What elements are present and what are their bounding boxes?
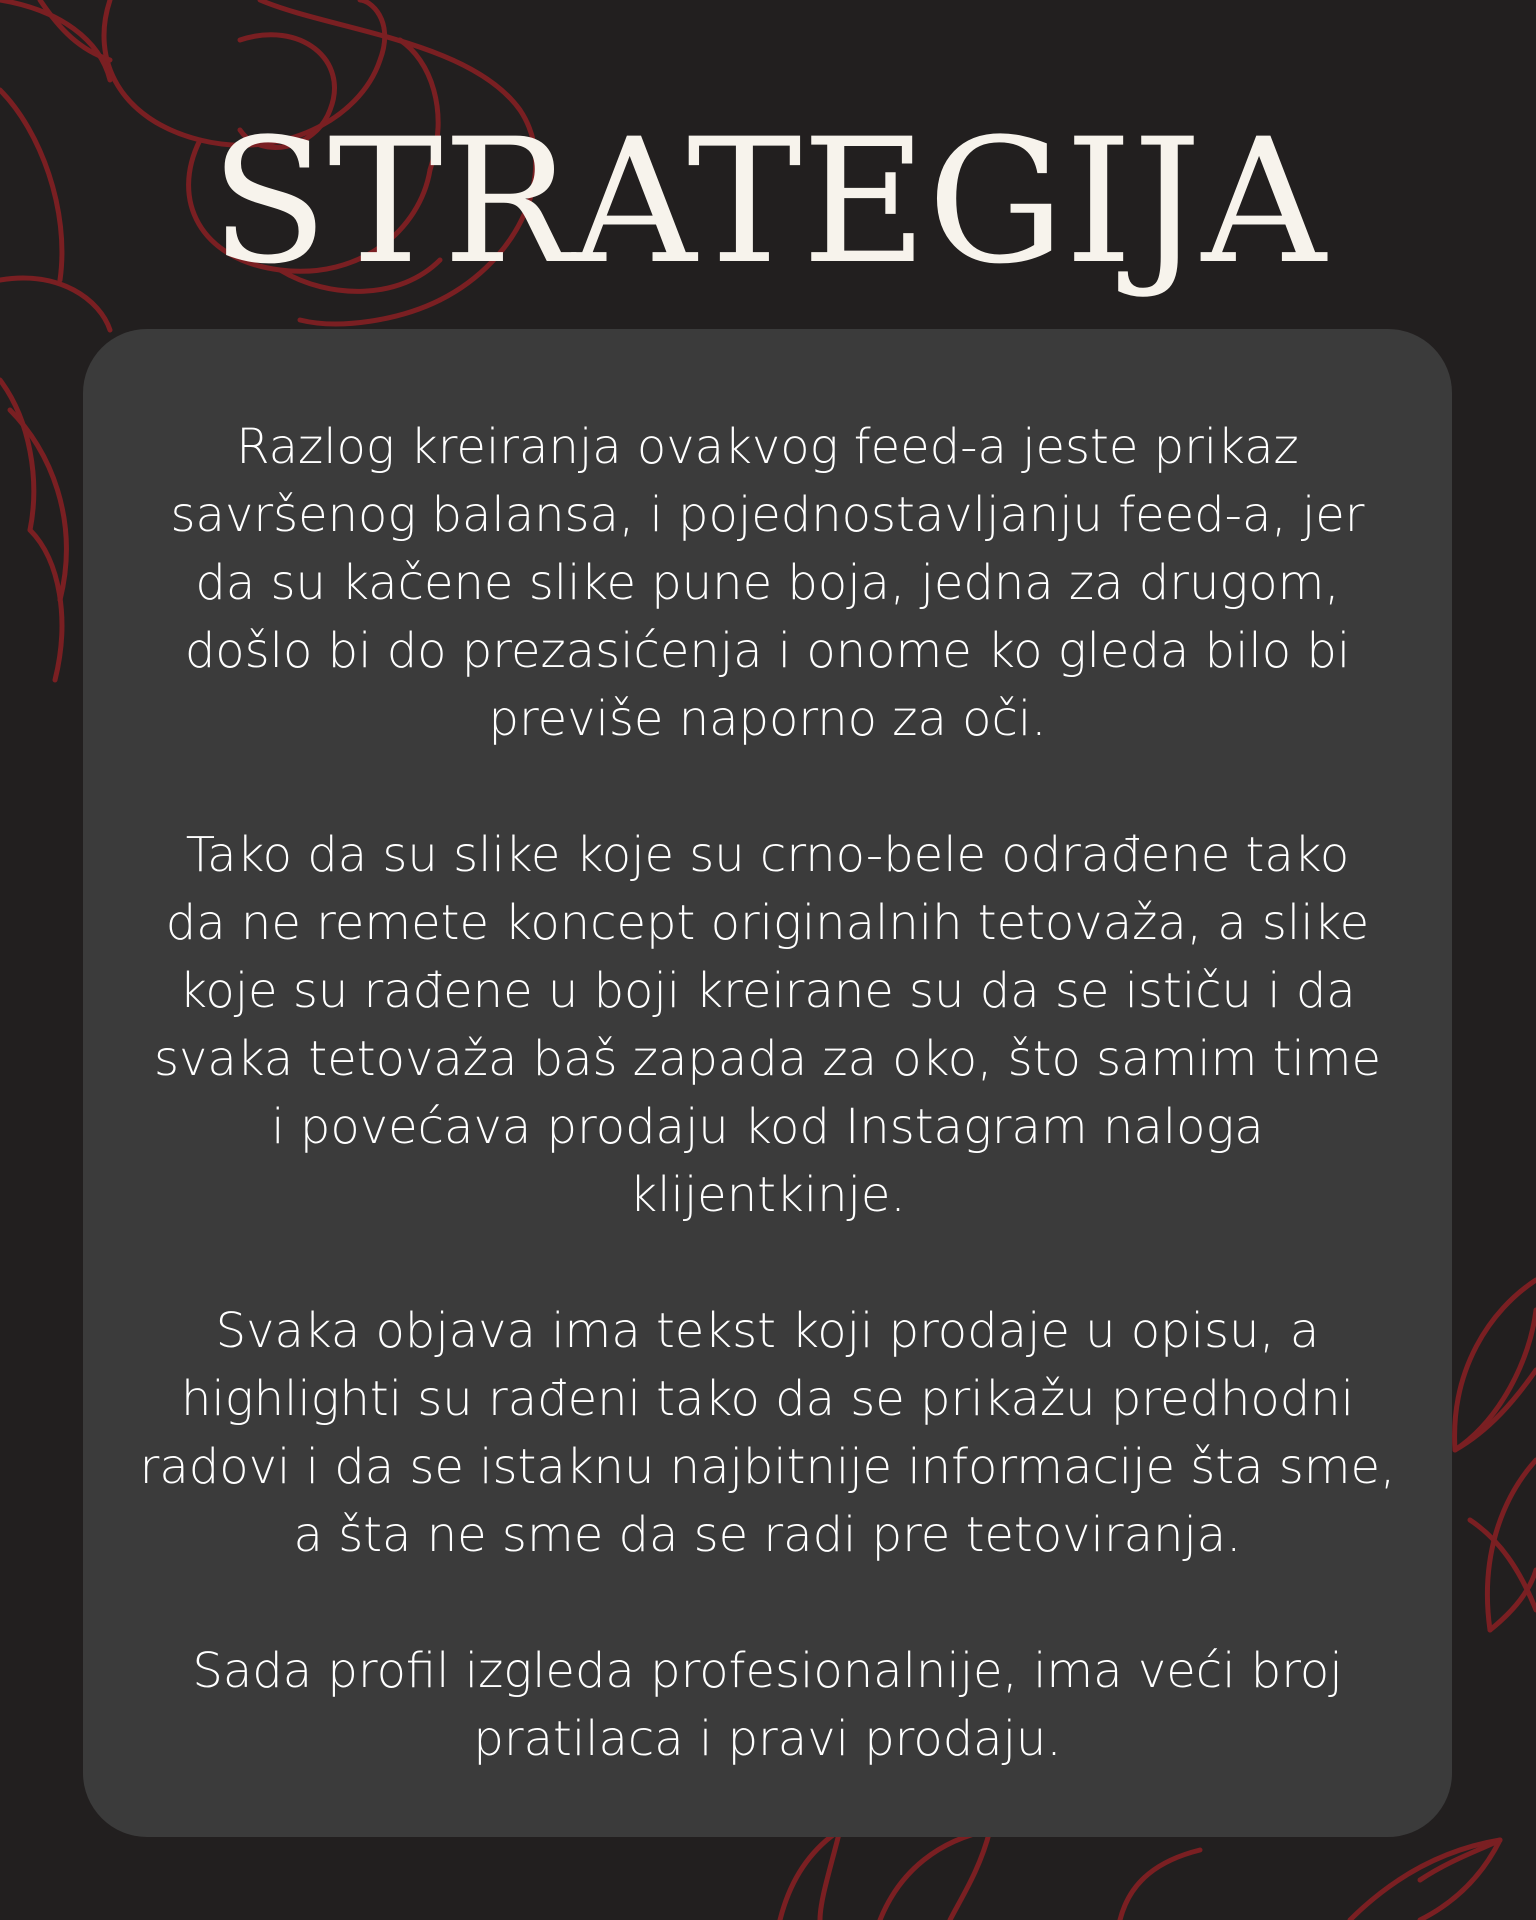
leaf-outline-icon (780, 1830, 1500, 1920)
paragraph-results: Sada profil izgleda profesionalnije, ima veći broj pratilaca i pravi prodaju. (192, 1643, 1343, 1767)
paragraph-captions-highlights: Svaka objava ima tekst koji prodaje u opisu, a highlighti su rađeni tako da se prikažu predhodni radovi i da se istaknu najbitnije informacije šta sme, a šta ne sme da se radi pre tetoviranja. (139, 1303, 1396, 1563)
paragraph-feed-reason: Razlog kreiranja ovakvog feed-a jeste prikaz savršenog balansa, i pojednostavljanju feed-a, jer da su kačene slike pune boja, jedna za drugom, došlo bi do prezasićenja i onome ko gleda bilo bi previše naporno za oči. (170, 419, 1365, 747)
leaf-outline-icon (1455, 1280, 1536, 1630)
page-title: STRATEGIJA (210, 101, 1326, 302)
paragraph-color-concept: Tako da su slike koje su crno-bele odrađene tako da ne remete koncept originalnih tetovaža, a slike koje su rađene u boji kreirane su da se ističu i da svaka tetovaža baš zapada za oko, što samim time i povećava prodaju kod Instagram naloga klijentkinje. (153, 827, 1382, 1223)
strategy-text-card (83, 329, 1452, 1837)
